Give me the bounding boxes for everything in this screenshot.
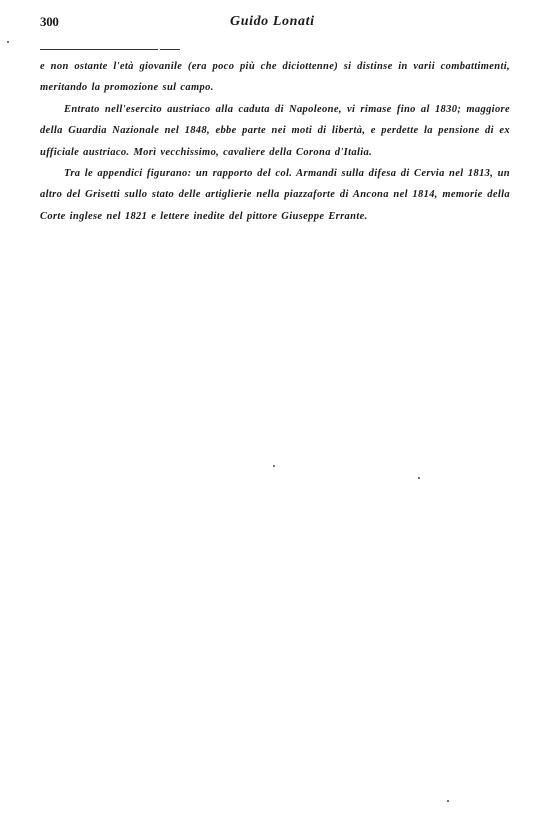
scan-speck bbox=[273, 465, 275, 467]
page-header bbox=[40, 14, 508, 36]
paragraph-appendices: Tra le appendici figurano: un rapporto del col. Armandi sulla difesa di Cervia nel 1813, un altro del Grisetti sullo stato delle artiglierie nella piazzaforte di Ancona nel 1814, memorie della Corte inglese nel 1821 e lettere inedite del pittore Giuseppe Errante. bbox=[40, 168, 510, 222]
scan-speck bbox=[418, 477, 420, 479]
running-title: Guido Lonati bbox=[230, 14, 315, 29]
header-rule-short bbox=[160, 49, 180, 50]
paragraph-army-career: Entrato nell'esercito austriaco alla caduta di Napoleone, vi rimase fino al 1830; maggiore della Guardia Nazionale nel 1848, ebbe parte nei moti di libertà, e perdette la pensione di ex ufficiale austriaco. Morì vecchissimo, cavaliere della Corona d'Italia. bbox=[40, 103, 510, 158]
header-rule bbox=[40, 49, 158, 50]
body-text bbox=[40, 56, 510, 227]
scan-speck bbox=[7, 41, 9, 43]
page-number: 300 bbox=[40, 14, 59, 29]
scan-speck bbox=[447, 800, 449, 802]
paragraph-continuation: e non ostante l'età giovanile (era poco più che diciottenne) si distinse in varii combattimenti, meritando la promozione sul campo. bbox=[40, 61, 510, 94]
